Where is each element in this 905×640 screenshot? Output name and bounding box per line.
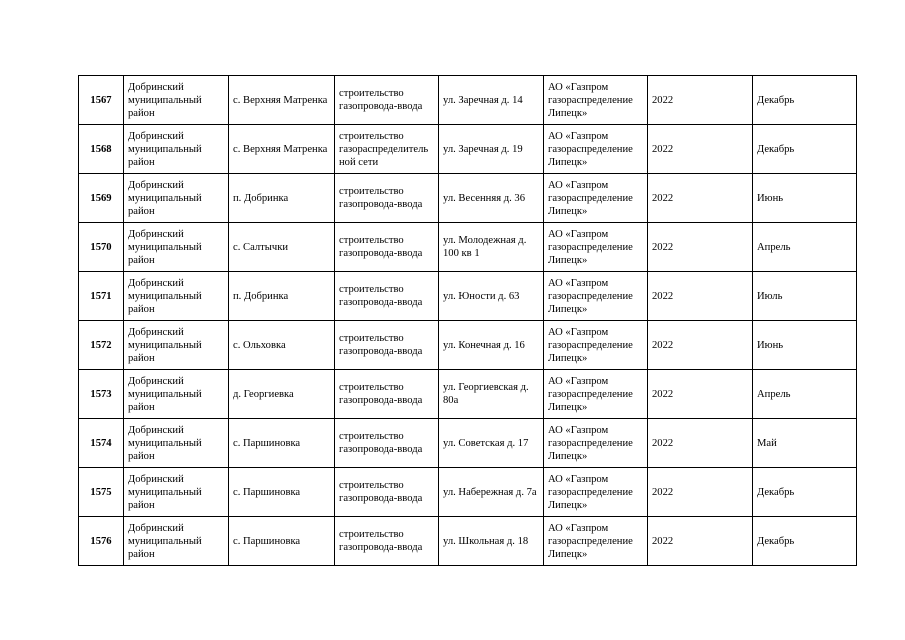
organization-cell: АО «Газпром газораспределение Липецк» <box>544 370 648 419</box>
work-type-cell: строительство газопровода-ввода <box>335 76 439 125</box>
table-row <box>79 223 857 272</box>
table-row <box>79 517 857 566</box>
district-cell: Добринский муниципальный район <box>124 76 229 125</box>
settlement-cell: п. Добринка <box>229 174 335 223</box>
row-number: 1571 <box>79 272 124 321</box>
district-cell: Добринский муниципальный район <box>124 125 229 174</box>
row-number: 1567 <box>79 76 124 125</box>
month-cell: Декабрь <box>753 517 857 566</box>
organization-cell: АО «Газпром газораспределение Липецк» <box>544 125 648 174</box>
row-number: 1576 <box>79 517 124 566</box>
district-cell: Добринский муниципальный район <box>124 223 229 272</box>
district-cell: Добринский муниципальный район <box>124 370 229 419</box>
year-cell: 2022 <box>648 468 753 517</box>
organization-cell: АО «Газпром газораспределение Липецк» <box>544 174 648 223</box>
work-type-cell: строительство газопровода-ввода <box>335 223 439 272</box>
table-row <box>79 174 857 223</box>
table-body <box>79 76 857 566</box>
work-type-cell: строительство газопровода-ввода <box>335 517 439 566</box>
year-cell: 2022 <box>648 370 753 419</box>
work-type-cell: строительство газопровода-ввода <box>335 419 439 468</box>
district-cell: Добринский муниципальный район <box>124 468 229 517</box>
month-cell: Декабрь <box>753 125 857 174</box>
work-type-cell: строительство газопровода-ввода <box>335 468 439 517</box>
month-cell: Апрель <box>753 370 857 419</box>
address-cell: ул. Конечная д. 16 <box>439 321 544 370</box>
address-cell: ул. Заречная д. 14 <box>439 76 544 125</box>
district-cell: Добринский муниципальный район <box>124 321 229 370</box>
work-type-cell: строительство газопровода-ввода <box>335 321 439 370</box>
settlement-cell: с. Паршиновка <box>229 419 335 468</box>
district-cell: Добринский муниципальный район <box>124 272 229 321</box>
row-number: 1572 <box>79 321 124 370</box>
work-type-cell: строительство газопровода-ввода <box>335 272 439 321</box>
year-cell: 2022 <box>648 272 753 321</box>
address-cell: ул. Георгиевская д. 80а <box>439 370 544 419</box>
address-cell: ул. Набережная д. 7а <box>439 468 544 517</box>
table-row <box>79 468 857 517</box>
month-cell: Июль <box>753 272 857 321</box>
month-cell: Июнь <box>753 174 857 223</box>
year-cell: 2022 <box>648 125 753 174</box>
table-row <box>79 419 857 468</box>
address-cell: ул. Весенняя д. 36 <box>439 174 544 223</box>
organization-cell: АО «Газпром газораспределение Липецк» <box>544 468 648 517</box>
table-row <box>79 370 857 419</box>
table-row <box>79 272 857 321</box>
month-cell: Апрель <box>753 223 857 272</box>
organization-cell: АО «Газпром газораспределение Липецк» <box>544 517 648 566</box>
settlement-cell: с. Салтычки <box>229 223 335 272</box>
month-cell: Июнь <box>753 321 857 370</box>
table-row <box>79 125 857 174</box>
organization-cell: АО «Газпром газораспределение Липецк» <box>544 76 648 125</box>
organization-cell: АО «Газпром газораспределение Липецк» <box>544 321 648 370</box>
table-row <box>79 76 857 125</box>
year-cell: 2022 <box>648 517 753 566</box>
district-cell: Добринский муниципальный район <box>124 517 229 566</box>
year-cell: 2022 <box>648 419 753 468</box>
organization-cell: АО «Газпром газораспределение Липецк» <box>544 223 648 272</box>
row-number: 1573 <box>79 370 124 419</box>
settlement-cell: с. Верхняя Матренка <box>229 76 335 125</box>
address-cell: ул. Молодежная д. 100 кв 1 <box>439 223 544 272</box>
row-number: 1575 <box>79 468 124 517</box>
address-cell: ул. Заречная д. 19 <box>439 125 544 174</box>
address-cell: ул. Юности д. 63 <box>439 272 544 321</box>
address-cell: ул. Школьная д. 18 <box>439 517 544 566</box>
row-number: 1569 <box>79 174 124 223</box>
year-cell: 2022 <box>648 321 753 370</box>
year-cell: 2022 <box>648 174 753 223</box>
organization-cell: АО «Газпром газораспределение Липецк» <box>544 419 648 468</box>
district-cell: Добринский муниципальный район <box>124 174 229 223</box>
year-cell: 2022 <box>648 76 753 125</box>
settlement-cell: с. Верхняя Матренка <box>229 125 335 174</box>
month-cell: Декабрь <box>753 468 857 517</box>
month-cell: Май <box>753 419 857 468</box>
row-number: 1574 <box>79 419 124 468</box>
settlement-cell: д. Георгиевка <box>229 370 335 419</box>
work-type-cell: строительство газопровода-ввода <box>335 370 439 419</box>
settlement-cell: с. Паршиновка <box>229 517 335 566</box>
work-type-cell: строительство газораспределитель ной сети <box>335 125 439 174</box>
settlement-cell: с. Ольховка <box>229 321 335 370</box>
month-cell: Декабрь <box>753 76 857 125</box>
year-cell: 2022 <box>648 223 753 272</box>
row-number: 1570 <box>79 223 124 272</box>
row-number: 1568 <box>79 125 124 174</box>
address-cell: ул. Советская д. 17 <box>439 419 544 468</box>
settlement-cell: с. Паршиновка <box>229 468 335 517</box>
organization-cell: АО «Газпром газораспределение Липецк» <box>544 272 648 321</box>
district-cell: Добринский муниципальный район <box>124 419 229 468</box>
settlement-cell: п. Добринка <box>229 272 335 321</box>
work-type-cell: строительство газопровода-ввода <box>335 174 439 223</box>
table-row <box>79 321 857 370</box>
gasification-schedule-table <box>78 75 857 566</box>
